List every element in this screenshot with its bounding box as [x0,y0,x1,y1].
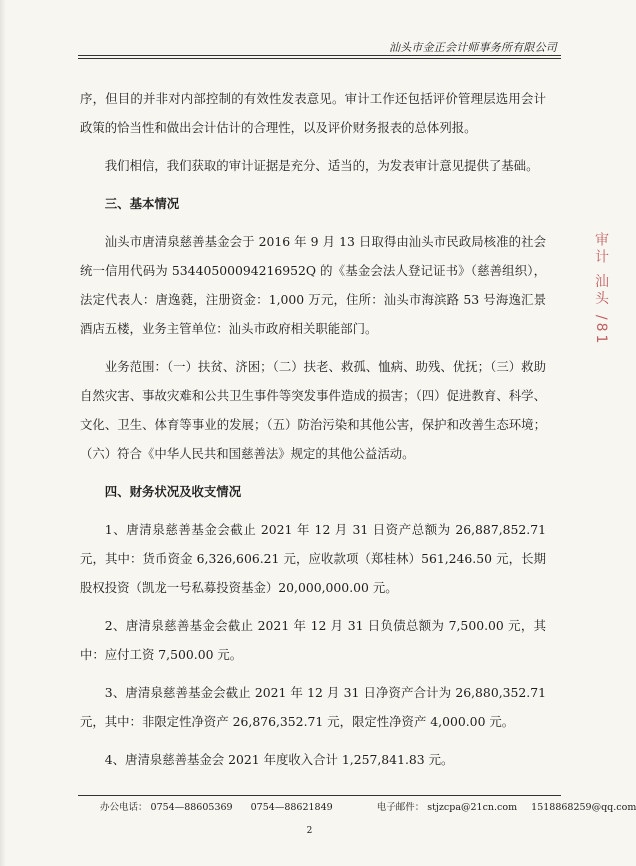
paragraph-net-assets: 3、唐清泉慈善基金会截止 2021 年 12 月 31 日净资产合计为 26,880,352.71 元，其中：非限定性净资产 26,876,352.71 元，限定性净资产 4,000.00 元。 [80,685,546,729]
header-firm-name: 汕头市金正会计师事务所有限公司 [389,41,557,54]
page-number: 2 [306,826,313,836]
footer-phone-1: 0754—88605369 [150,802,233,813]
scan-edge-shadow [0,0,6,866]
header-rule [78,55,561,56]
body-text [80,84,546,774]
section-heading-basic-info: 三、基本情况 [104,196,180,211]
paragraph-registration: 汕头市唐清泉慈善基金会于 2016 年 9 月 13 日取得由汕头市民政局核准的社会统一信用代码为 53440500094216952Q 的《基金会法人登记证书》（慈善组织），法定代表人：唐逸蕤，注册资金：1,000 万元，住所：汕头市海滨路 53 号海逸汇景酒店五楼，业务主管单位：汕头市政府相关职能部门。 [80,234,546,336]
footer-email-2: 1518868259@qq.com [531,802,636,813]
footer-rule [78,795,561,796]
paragraph-continued: 序，但目的并非对内部控制的有效性发表意见。审计工作还包括评价管理层选用会计政策的恰当性和做出会计估计的合理性，以及评价财务报表的总体列报。 [80,91,546,135]
section-heading-financial: 四、财务状况及收支情况 [104,484,242,499]
footer-contacts [100,799,636,813]
footer-email-1: stjzcpa@21cn.com [427,802,518,813]
footer-phone-label: 办公电话： [100,802,148,813]
handwritten-margin-note: 审计 汕头 /81 [593,232,609,347]
paragraph-evidence: 我们相信，我们获取的审计证据是充分、适当的，为发表审计意见提供了基础。 [104,158,539,173]
paragraph-total-income: 4、唐清泉慈善基金会 2021 年度收入合计 1,257,841.83 元。 [104,752,454,767]
footer-phone-2: 0754—88621849 [250,802,333,813]
header-rule-thin [78,58,561,59]
paragraph-total-assets: 1、唐清泉慈善基金会截止 2021 年 12 月 31 日资产总额为 26,887,852.71 元，其中：货币资金 6,326,606.21 元，应收款项（郑桂林）561,246.50 元，长期股权投资（凯龙一号私募投资基金）20,000,000.00 元。 [80,522,546,595]
paragraph-total-liabilities: 2、唐清泉慈善基金会截止 2021 年 12 月 31 日负债总额为 7,500.00 元，其中：应付工资 7,500.00 元。 [80,618,546,662]
paragraph-business-scope: 业务范围：（一）扶贫、济困；（二）扶老、救孤、恤病、助残、优抚；（三）救助自然灾害、事故灾难和公共卫生事件等突发事件造成的损害；（四）促进教育、科学、文化、卫生、体育等事业的发展；（五）防治污染和其他公害，保护和改善生态环境；（六）符合《中华人民共和国慈善法》规定的其他公益活动。 [80,359,546,461]
footer-email-label: 电子邮件： [376,802,425,813]
